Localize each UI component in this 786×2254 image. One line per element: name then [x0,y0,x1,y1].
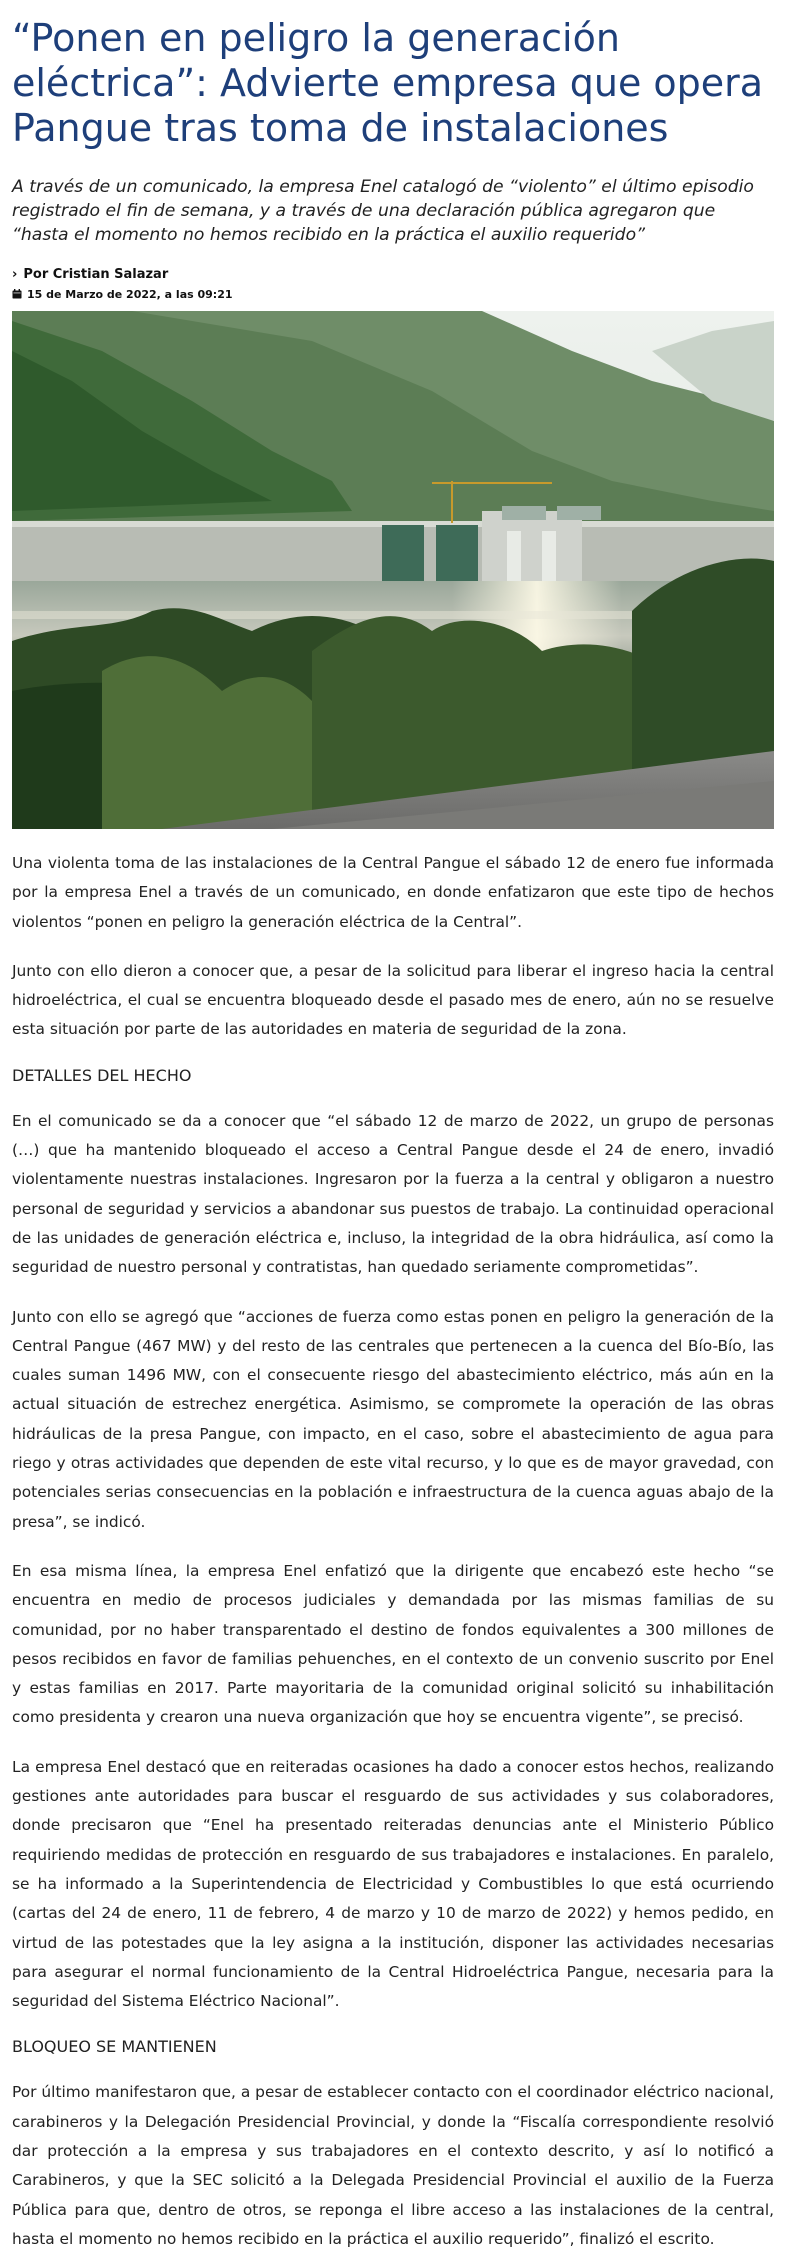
publish-date: 15 de Marzo de 2022, a las 09:21 [27,287,233,301]
paragraph: En esa misma línea, la empresa Enel enfatizó que la dirigente que encabezó este hecho “se encuentra en medio de procesos judiciales y demandada por las mismas familias de su comunidad, por no haber transparentado el destino de fondos equivalentes a 300 millones de pesos recibidos en favor de familias pehuenches, en el contexto de un convenio suscrito por Enel y estas familias en 2017. Parte mayoritaria de la comunidad original solicitó su inhabilitación como presidenta y crearon una nueva organización que hoy se encuentra vigente”, se precisó. [12,1561,774,1727]
article-meta [12,265,774,303]
article-subtitle: A través de un comunicado, la empresa Enel catalogó de “violento” el último episodio registrado el fin de semana, y a través de una declaración pública agregaron que “hasta el momento no hemos recibido en la práctica el auxilio requerido” [12,177,754,245]
paragraph: Junto con ello se agregó que “acciones de fuerza como estas ponen en peligro la generación de la Central Pangue (467 MW) y del resto de las centrales que pertenecen a la cuenca del Bío-Bío, las cuales suman 1496 MW, con el consecuente riesgo del abastecimiento eléctrico, más aún en la actual situación de estrechez energética. Asimismo, se compromete la operación de las obras hidráulicas de la presa Pangue, con impacto, en el caso, sobre el abastecimiento de agua para riego y otras actividades que dependen de este vital recurso, y lo que es de mayor gravedad, con potenciales serias consecuencias en la población e infraestructura de la cuenca aguas abajo de la presa”, se indicó. [12,1307,774,1531]
article-title: “Ponen en peligro la generación eléctrica”: Advierte empresa que opera Pangue tras toma de instalaciones [12,16,764,150]
section-heading: DETALLES DEL HECHO [12,1065,192,1085]
calendar-icon [12,289,22,299]
paragraph: La empresa Enel destacó que en reiteradas ocasiones ha dado a conocer estos hechos, realizando gestiones ante autoridades para buscar el resguardo de sus actividades y sus colaboradores, donde precisaron que “Enel ha presentado reiteradas denuncias ante el Ministerio Público requiriendo medidas de protección en resguardo de sus trabajadores e instalaciones. En paralelo, se ha informado a la Superintendencia de Electricidad y Combustibles lo que está ocurriendo (cartas del 24 de enero, 11 de febrero, 4 de marzo y 10 de marzo de 2022) y hemos pedido, en virtud de las potestades que la ley asigna a la institución, disponer las actividades necesarias para asegurar el normal funcionamiento de la Central Hidroeléctrica Pangue, necesaria para la seguridad del Sistema Eléctrico Nacional”. [12,1757,774,2011]
author-line[interactable] [12,265,774,283]
chevron-right-icon: › [12,266,18,282]
paragraph: Una violenta toma de las instalaciones de la Central Pangue el sábado 12 de enero fue informada por la empresa Enel a través de un comunicado, en donde enfatizaron que este tipo de hechos violentos “ponen en peligro la generación eléctrica de la Central”. [12,854,774,931]
paragraph: En el comunicado se da a conocer que “el sábado 12 de marzo de 2022, un grupo de personas (…) que ha mantenido bloqueado el acceso a Central Pangue desde el 24 de enero, invadió violentamente nuestras instalaciones. Ingresaron por la fuerza a la central y obligaron a nuestro personal de seguridad y servicios a abandonar sus puestos de trabajo. La continuidad operacional de las unidades de generación eléctrica e, incluso, la integridad de la obra hidráulica, así como la seguridad de nuestro personal y contratistas, han quedado seriamente comprometidas”. [12,1111,774,1277]
paragraph: Por último manifestaron que, a pesar de establecer contacto con el coordinador eléctrico nacional, carabineros y la Delegación Presidencial Provincial, y donde la “Fiscalía correspondiente resolvió dar protección a la empresa y sus trabajadores en el contexto descrito, y así lo notificó a Carabineros, y que la SEC solicitó a la Delegada Presidencial Provincial el auxilio de la Fuerza Pública para que, dentro de otros, se reponga el libre acceso a las instalaciones de la central, hasta el momento no hemos recibido en la práctica el auxilio requerido”, finalizó el escrito. [12,2083,774,2248]
section-heading: BLOQUEO SE MANTIENEN [12,2037,217,2057]
paragraph: Junto con ello dieron a conocer que, a pesar de la solicitud para liberar el ingreso hacia la central hidroeléctrica, el cual se encuentra bloqueado desde el pasado mes de enero, aún no se resuelve esta situación por parte de las autoridades en materia de seguridad de la zona. [12,961,774,1039]
article-body [12,849,774,2254]
date-line [12,285,774,303]
author-name[interactable]: Por Cristian Salazar [23,266,169,282]
article-page [0,16,786,2254]
hero-image-dam [12,311,774,829]
